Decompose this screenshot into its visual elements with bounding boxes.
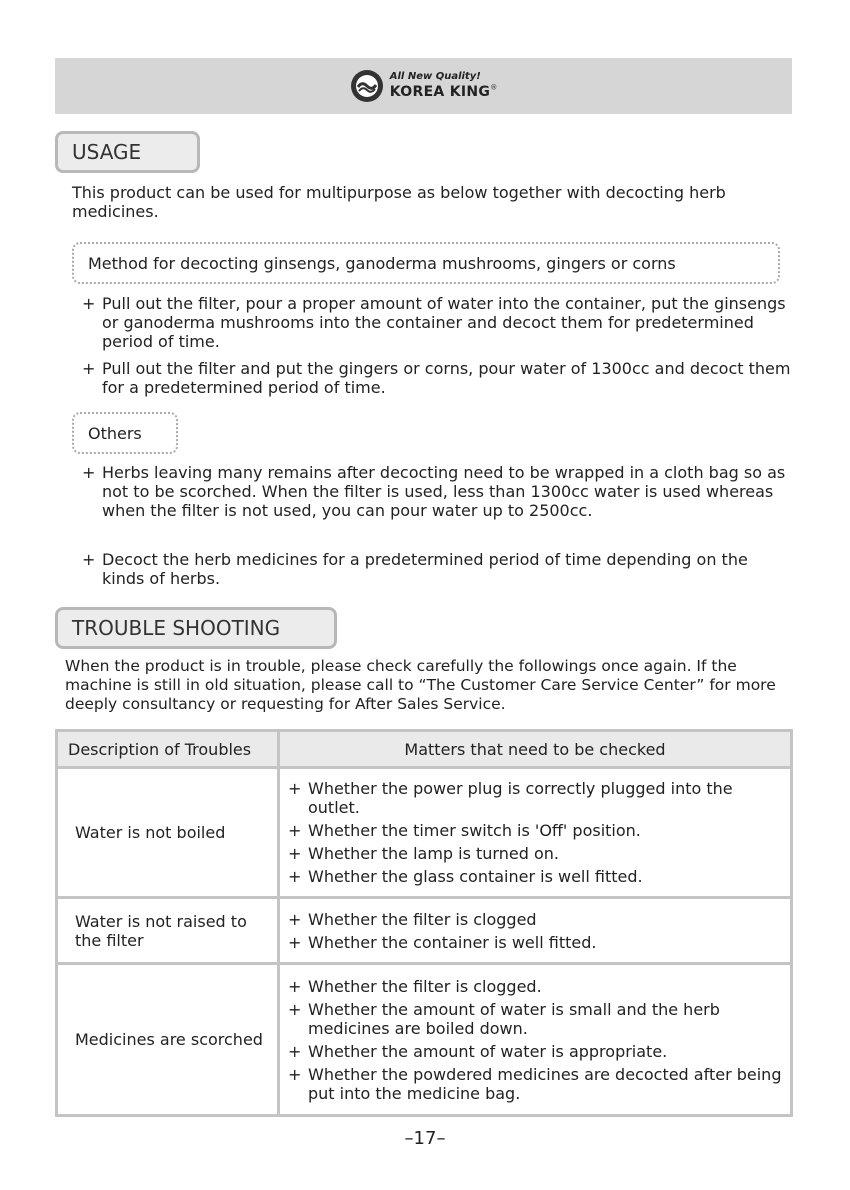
bullet-plus: + (288, 999, 302, 1019)
check-item-text: Whether the filter is clogged (308, 909, 537, 929)
col-header-description-b: Troubles (184, 739, 252, 759)
bullet-plus: + (288, 976, 302, 996)
bullet-plus: + (82, 359, 96, 378)
others-item-text: Decoct the herb medicines for a predetermined period of time depending on the kinds of herbs. (102, 550, 748, 588)
registered-mark: ® (490, 83, 498, 92)
method-label-box (72, 242, 780, 284)
table-row (57, 898, 792, 964)
checks-cell (279, 964, 792, 1116)
usage-intro: This product can be used for multipurpose as below together with decocting herb medicines. (72, 183, 726, 221)
check-item (288, 779, 784, 817)
list-item (82, 294, 794, 351)
bullet-plus: + (288, 909, 302, 929)
bullet-plus: + (288, 779, 302, 798)
bullet-plus: + (82, 463, 96, 482)
others-label: Others (88, 423, 142, 443)
check-item (288, 844, 784, 863)
check-item-text: Whether the filter is clogged. (308, 976, 542, 996)
check-item-text: Whether the glass container is well fitted. (308, 867, 643, 886)
brand-name: KOREA KING (389, 84, 491, 101)
korea-king-emblem-icon (350, 69, 384, 103)
checks-cell (279, 768, 792, 898)
check-item (288, 867, 784, 886)
bullet-plus: + (288, 821, 302, 840)
method-label: Method for decocting ginsengs, ganoderma mushrooms, gingers or corns (88, 253, 676, 273)
bullet-plus: + (288, 1064, 302, 1084)
trouble-cell: Water is not raised to the filter (57, 898, 279, 964)
bullet-plus: + (82, 294, 96, 313)
brand-logo (350, 69, 497, 103)
brand-tagline: All New Quality! (389, 71, 481, 83)
brand-name-wrap (390, 82, 497, 100)
check-item-text: Whether the powdered medicines are decocted after being put into the medicine bag. (308, 1064, 782, 1103)
page-number: –17– (404, 1128, 446, 1149)
table-row (57, 964, 792, 1116)
usage-title-text: USAGE (72, 140, 142, 164)
check-item (288, 910, 784, 929)
trouble-intro: When the product is in trouble, please check carefully the followings once again. If the machine is still in old situation, please call to “The Customer Care Service Center” for more deeply consultancy or requesting for After Sales Service. (65, 657, 776, 713)
header-bar (55, 58, 792, 114)
check-item-text: Whether the amount of water is small and the herb medicines are boiled down. (308, 999, 720, 1038)
trouble-table (55, 729, 793, 1117)
check-item (288, 933, 784, 952)
col-header-matters: Matters that need to be checked (279, 731, 792, 768)
check-item (288, 821, 784, 840)
col-header-description-a: Description of (68, 739, 180, 759)
check-item-text: Whether the amount of water is appropriate. (308, 1041, 668, 1061)
bullet-plus: + (288, 867, 302, 886)
check-item-text: Whether the lamp is turned on. (308, 844, 559, 863)
usage-section-title (55, 131, 200, 173)
others-item-text: Herbs leaving many remains after decocting need to be wrapped in a cloth bag so as not to be scorched. When the filter is used, less than 1300cc water is used whereas when the filter is not used, you can pour water up to 2500cc. (102, 463, 786, 520)
bullet-plus: + (82, 550, 96, 569)
list-item (82, 550, 794, 588)
trouble-cell: Medicines are scorched (57, 964, 279, 1116)
trouble-section-title (55, 607, 337, 649)
trouble-title-text: TROUBLE SHOOTING (72, 616, 281, 640)
table-header-row (57, 731, 792, 768)
check-item (288, 977, 784, 996)
list-item (82, 359, 794, 397)
trouble-cell: Water is not boiled (57, 768, 279, 898)
check-item (288, 1065, 784, 1103)
method-item-text: Pull out the filter, pour a proper amount of water into the container, put the ginsengs or ganoderma mushrooms into the container and decoct them for predetermined period of time. (102, 294, 786, 351)
check-item-text: Whether the container is well fitted. (308, 932, 597, 952)
bullet-plus: + (288, 844, 302, 863)
check-item-text: Whether the power plug is correctly plugged into the outlet. (308, 779, 733, 817)
table-row (57, 768, 792, 898)
list-item (82, 463, 794, 520)
bullet-plus: + (288, 1041, 302, 1061)
bullet-plus: + (288, 932, 302, 952)
check-item (288, 1042, 784, 1061)
check-item-text: Whether the timer switch is 'Off' position. (308, 821, 641, 840)
col-header-description (57, 731, 279, 768)
others-label-box (72, 412, 178, 454)
checks-cell (279, 898, 792, 964)
method-item-text: Pull out the filter and put the gingers or corns, pour water of 1300cc and decoct them for a predetermined period of time. (102, 359, 791, 397)
check-item (288, 1000, 784, 1038)
